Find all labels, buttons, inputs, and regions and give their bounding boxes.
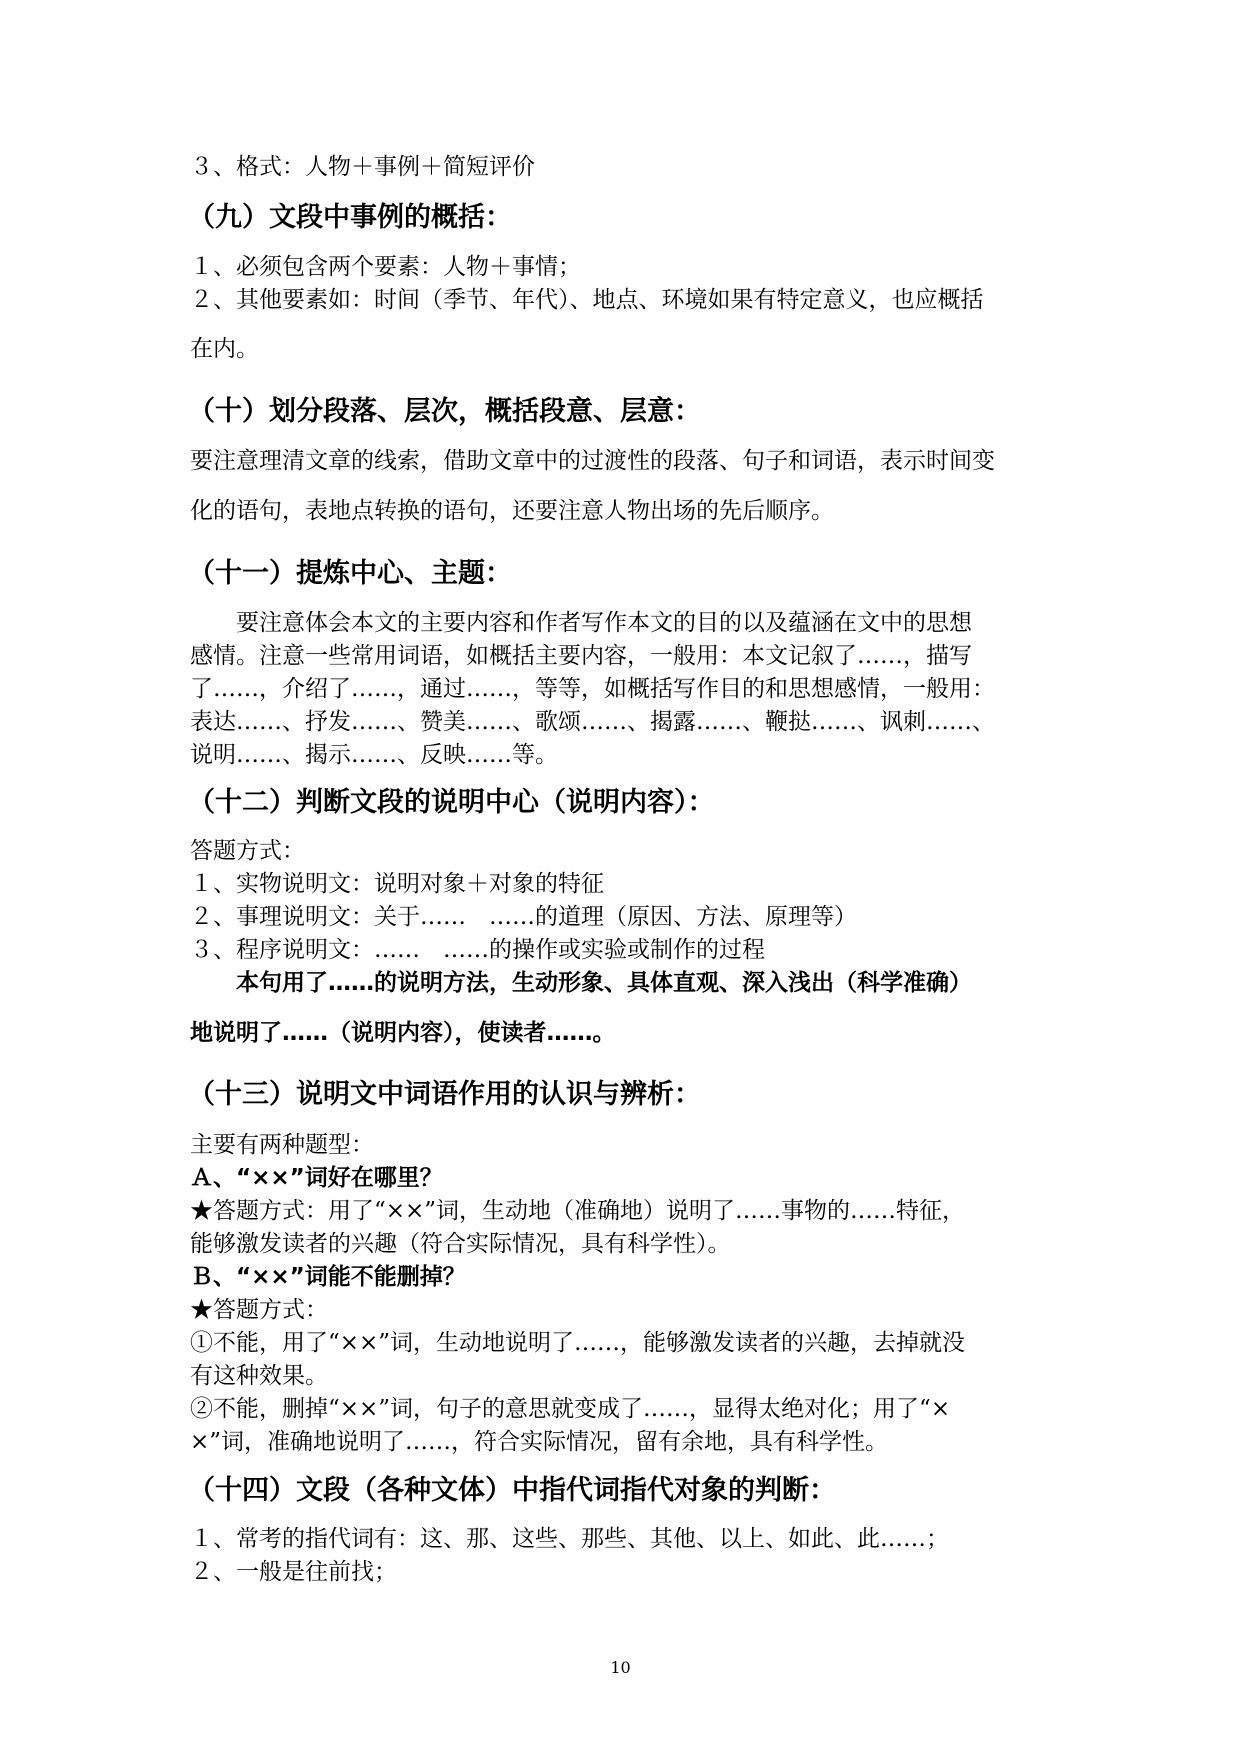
section-heading-12: （十二）判断文段的说明中心（说明内容）： (188, 787, 715, 818)
text-line: 化的语句，表地点转换的语句，还要注意人物出场的先后顺序。 (190, 498, 834, 524)
question-type-b: Ｂ、“××”词能不能删掉？ (190, 1264, 466, 1290)
section-heading-13: （十三）说明文中词语作用的认识与辨析： (188, 1079, 701, 1110)
text-line: 说明……、揭示……、反映……等。 (190, 742, 558, 768)
text-line: 表达……、抒发……、赞美……、歌颂……、揭露……、鞭挞……、讽刺……、 (190, 709, 995, 735)
text-line-bold: 地说明了……（说明内容），使读者……。 (190, 1020, 616, 1046)
text-line: ３、格式：人物＋事例＋简短评价 (190, 154, 535, 180)
text-line: ×”词，准确地说明了……，符合实际情况，留有余地，具有科学性。 (190, 1429, 889, 1455)
text-line: 能够激发读者的兴趣（符合实际情况，具有科学性）。 (190, 1231, 731, 1257)
question-type-a: Ａ、“××”词好在哪里？ (190, 1165, 443, 1191)
text-line: ２、事理说明文：关于…… ……的道理（原因、方法、原理等） (190, 904, 857, 930)
text-line: 有这种效果。 (190, 1363, 328, 1389)
section-heading-10: （十）划分段落、层次，概括段意、层意： (188, 396, 701, 427)
section-heading-14: （十四）文段（各种文体）中指代词指代对象的判断： (188, 1475, 836, 1506)
text-line: ２、其他要素如：时间（季节、年代）、地点、环境如果有特定意义，也应概括 (190, 287, 984, 313)
text-line: 了……，介绍了……，通过……，等等，如概括写作目的和思想感情，一般用： (190, 676, 995, 702)
text-line: １、必须包含两个要素：人物＋事情； (190, 254, 581, 280)
text-line-bold: 本句用了……的说明方法，生动形象、具体直观、深入浅出（科学准确） (236, 970, 972, 996)
section-heading-11: （十一）提炼中心、主题： (188, 558, 512, 589)
text-line: 答题方式： (190, 838, 305, 864)
text-line: 要注意理清文章的线索，借助文章中的过渡性的段落、句子和词语，表示时间变 (190, 448, 995, 474)
section-heading-9: （九）文段中事例的概括： (188, 202, 512, 233)
text-line: ★答题方式： (190, 1297, 328, 1323)
text-line: １、实物说明文：说明对象＋对象的特征 (190, 871, 604, 897)
text-line: ②不能，删掉“××”词，句子的意思就变成了……，显得太绝对化；用了“× (190, 1396, 951, 1422)
text-line: 要注意体会本文的主要内容和作者写作本文的目的以及蕴涵在文中的思想 (236, 610, 972, 636)
text-line: 感情。注意一些常用词语，如概括主要内容，一般用：本文记叙了……，描写 (190, 643, 972, 669)
text-line: ２、一般是往前找； (190, 1559, 397, 1585)
text-line: １、常考的指代词有：这、那、这些、那些、其他、以上、如此、此……； (190, 1526, 949, 1552)
text-line: ①不能，用了“××”词，生动地说明了……，能够激发读者的兴趣，去掉就没 (190, 1330, 966, 1356)
text-line: 主要有两种题型： (190, 1132, 374, 1158)
text-line: 在内。 (190, 336, 259, 362)
text-line: ３、程序说明文：…… ……的操作或实验或制作的过程 (190, 937, 765, 963)
page-number: 10 (610, 1658, 631, 1677)
text-line: ★答题方式：用了“××”词，生动地（准确地）说明了……事物的……特征， (190, 1198, 966, 1224)
